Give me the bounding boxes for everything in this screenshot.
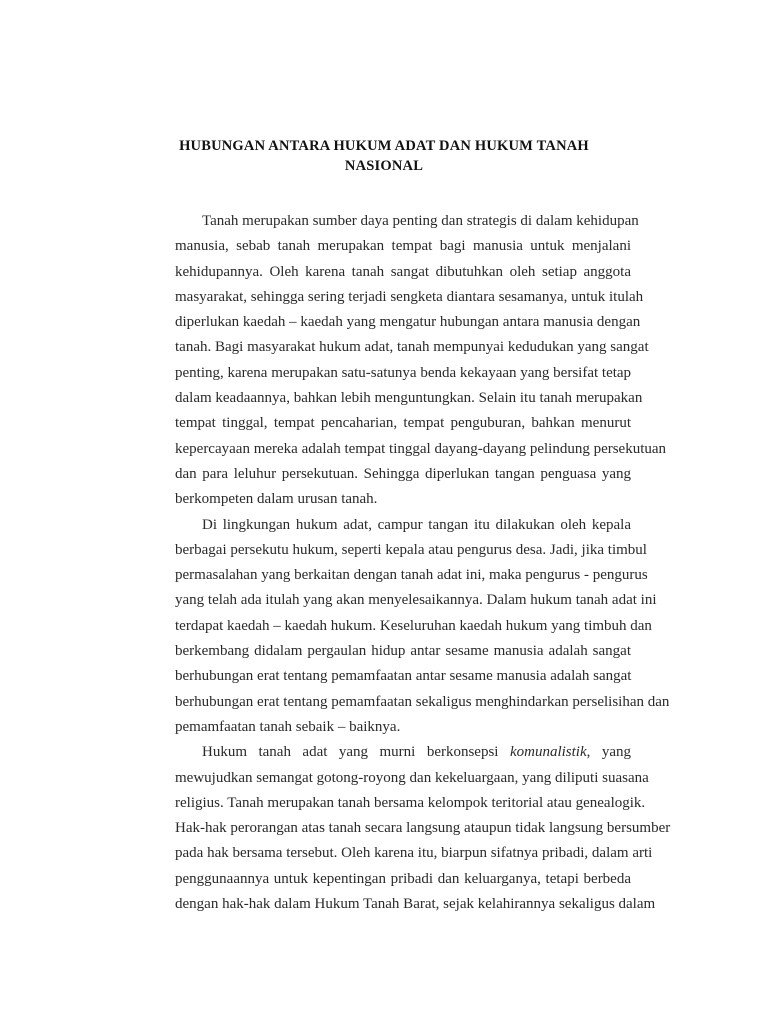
paragraph <box>175 209 667 513</box>
paragraph-line: penggunaannya untuk kepentingan pribadi dan keluarganya, tetapi berbeda <box>175 870 631 887</box>
paragraph <box>175 513 670 741</box>
paragraph-line: religius. Tanah merupakan tanah bersama kelompok teritorial atau genealogik. <box>175 794 646 811</box>
paragraph <box>175 740 671 917</box>
paragraph-line: kehidupannya. Oleh karena tanah sangat dibutuhkan oleh setiap anggota <box>175 263 631 280</box>
paragraph-line: berkembang didalam pergaulan hidup antar sesame manusia adalah sangat <box>175 643 631 660</box>
paragraph-line: Hak-hak perorangan atas tanah secara langsung ataupun tidak langsung bersumber <box>175 820 671 837</box>
paragraph-line: berhubungan erat tentang pemamfaatan sekaligus menghindarkan perselisihan dan <box>175 693 670 710</box>
paragraph-line <box>175 740 631 765</box>
paragraph-line: dalam keadaannya, bahkan lebih menguntungkan. Selain itu tanah merupakan <box>175 390 643 407</box>
line-text: Hukum tanah adat yang murni berkonsepsi <box>202 744 510 761</box>
paragraph-line: tempat tinggal, tempat pencaharian, tempat penguburan, bahkan menurut <box>175 415 631 432</box>
paragraph-line: berkompeten dalam urusan tanah. <box>175 491 378 508</box>
paragraph-line: Tanah merupakan sumber daya penting dan strategis di dalam kehidupan <box>202 213 639 229</box>
paragraph-line: masyarakat, sehingga sering terjadi sengketa diantara sesamanya, untuk itulah <box>175 288 644 305</box>
paragraph-line: penting, karena merupakan satu-satunya benda kekayaan yang bersifat tetap <box>175 364 632 381</box>
paragraph-line: diperlukan kaedah – kaedah yang mengatur hubungan antara manusia dengan <box>175 314 641 331</box>
paragraph-line: pada hak bersama tersebut. Oleh karena itu, biarpun sifatnya pribadi, dalam arti <box>175 845 653 862</box>
paragraph-line: permasalahan yang berkaitan dengan tanah adat ini, maka pengurus - pengurus <box>175 567 648 584</box>
paragraph-line: tanah. Bagi masyarakat hukum adat, tanah mempunyai kedudukan yang sangat <box>175 339 649 356</box>
paragraph-line: berhubungan erat tentang pemamfaatan antar sesame manusia adalah sangat <box>175 668 632 685</box>
paragraph-line: mewujudkan semangat gotong-royong dan kekeluargaan, yang diliputi suasana <box>175 769 649 786</box>
italic-term: komunalistik <box>509 744 587 761</box>
document-title-line-2: NASIONAL <box>344 158 424 174</box>
paragraph-line: manusia, sebab tanah merupakan tempat bagi manusia untuk menjalani <box>175 238 631 255</box>
paragraph-line: berbagai persekutu hukum, seperti kepala atau pengurus desa. Jadi, jika timbul <box>175 541 647 558</box>
paragraph-line: pemamfaatan tanah sebaik – baiknya. <box>175 718 401 735</box>
paragraph-line: Di lingkungan hukum adat, campur tangan itu dilakukan oleh kepala <box>202 516 631 533</box>
paragraph-line: dan para leluhur persekutuan. Sehingga diperlukan tangan penguasa yang <box>175 465 631 482</box>
document-title: HUBUNGAN ANTARA HUKUM ADAT DAN HUKUM TANAH <box>179 138 589 154</box>
paragraph-line: dengan hak-hak dalam Hukum Tanah Barat, sejak kelahirannya sekaligus dalam <box>175 896 656 913</box>
paragraph-line: kepercayaan mereka adalah tempat tinggal dayang-dayang pelindung persekutuan <box>175 440 667 457</box>
document-body <box>175 209 671 917</box>
line-text: , yang <box>586 744 631 761</box>
paragraph-line: terdapat kaedah – kaedah hukum. Keseluruhan kaedah hukum yang timbuh dan <box>175 617 652 634</box>
paragraph-line: yang telah ada itulah yang akan menyelesaikannya. Dalam hukum tanah adat ini <box>175 592 657 609</box>
